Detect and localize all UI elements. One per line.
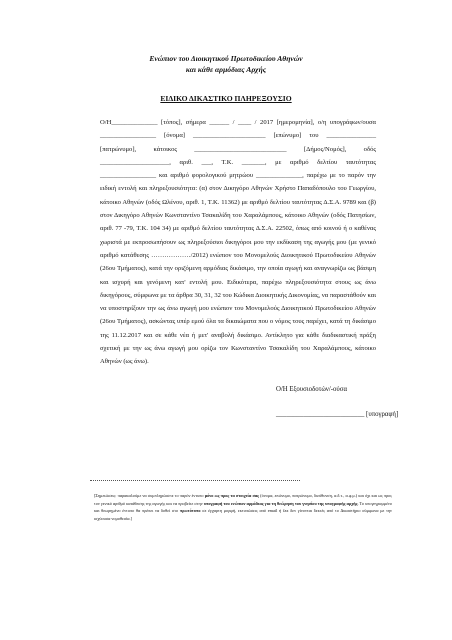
footnote-text-3: . Το υπογεγραμμένο και θεωρημένο έντυπο θα πρέπει να δοθεί στο <box>94 500 392 514</box>
footnote-text-4: σε έγχαρτη μορφή, εκτυπώσεις από email ή fax δεν γίνονται δεκτές από το Δικαστήριο σύμφωνα με την ισχύουσα νομοθεσία.] <box>94 508 392 521</box>
court-heading: Ενώπιον του Διοικητικού Πρωτοδικείου Αθηνών <box>149 54 303 63</box>
footnote <box>94 492 392 522</box>
footnote-text-2: (όνομα, επώνυμο, πατρώνυμο, διεύθυνση, α.δ.τ., α.φ.μ.) και όχι και ως προς τον γενικό αριθμό κατάθεσης της αγωγής και να προβείτε στην <box>94 493 392 506</box>
footnote-bold-2: υπογραφή του ενώπιον αρμόδιας για τη θεώρηση του γνησίου της υπογραφής αρχής <box>203 500 358 506</box>
footnote-bold-1: μόνο ως προς τα στοιχεία σας <box>204 493 259 498</box>
authority-heading: και κάθε αρμόδιας Αρχής <box>185 65 267 74</box>
footnote-bold-3: πρωτότυπο <box>179 508 201 514</box>
document-body <box>100 116 376 369</box>
body-paragraph: Ο/Η______________ [τόπος], σήμερα ______ / ____ / 2017 [ημερομηνία], ο/η υπογράφων/ουσα _________________ [όνομα] ______________________ [επώνυμο] του _______________ [πατρώνυμο], κάτοικος ____________________________ [Δήμος/Νομός], οδός _____________________, αριθ. ___, Τ.Κ. _______, με αριθμό δελτίου ταυτότητας _________________ και αριθμό φορολογικού μητρώου ______________, παρέχω με το παρόν την ειδική εντολή και πληρεξουσιότητα: (α) στον Δικηγόρο Αθηνών Χρήστο Παπαδόπουλο του Γεωργίου, κάτοικο Αθηνών (οδός Ωλένου, αριθ. 1, Τ.Κ. 11362) με αριθμό δελτίου ταυτότητας Δ.Σ.Α. 9789 και (β) στον Δικηγόρο Αθηνών Κωνσταντίνο Τσακαλίδη του Χαραλάμπους, κάτοικο Αθηνών (οδός Πατησίων, αριθ. 77 -79, Τ.Κ. 104 34) με αριθμό δελτίου ταυτότητας Δ.Σ.Α. 22502, όπως από κοινού ή ο καθένας χωριστά με εκπροσωπήσουν ως πληρεξούσιοι δικηγόροι μου την εκδίκαση της αγωγής μου (με γενικό αριθμό κατάθεσης ………………/2012) ενώπιον του Μονομελούς Διοικητικού Πρωτοδικείου Αθηνών (26ου Τμήματος), κατά την οριζόμενη αρμόδιας δικάσιμο, την οποία αγωγή και αναγνωρίζω ως βάσιμη και ισχυρή και γενόμενη κατ' εντολή μου. Ειδικότερα, παρέχω πληρεξουσιότητα στους ως άνω δικηγόρους, σύμφωνα με τα άρθρα 30, 31, 32 του Κώδικα Διοικητικής Δικονομίας, να παραστάθούν και να υποστηρίξουν την ως άνω αγωγή μου ενώπιον του Μονομελούς Διοικητικού Πρωτοδικείου Αθηνών (26ου Τμήματος), ασκώντας υπέρ εμού όλα τα δικαιώματα που ο νόμος τους παρέχει, κατά τη δικάσιμο της 11.12.2017 και σε κάθε νέα ή μετ' αναβολή δικάσιμο. Αντίκλητο για κάθε διαδικαστική πράξη σχετική με την ως άνω αγωγή μου ορίζω τον Κωνσταντίνο Τσακαλίδη του Χαραλάμπους, κάτοικο Αθηνών (ως άνω). <box>100 119 376 366</box>
footnote-text-1: [Σημειώσεις: παρακαλούμε να συμπληρώσετε το παρόν έντυπο <box>94 493 205 498</box>
document-title: ΕΙΔΙΚΟ ΔΙΚΑΣΤΙΚΟ ΠΛΗΡΕΞΟΥΣΙΟ <box>160 94 292 103</box>
signature-line: __________________________ [υπογραφή] <box>276 411 399 418</box>
signatory-role: Ο/Η Εξουσιοδοτών/-ούσα <box>276 386 348 393</box>
footnote-divider <box>90 480 300 481</box>
